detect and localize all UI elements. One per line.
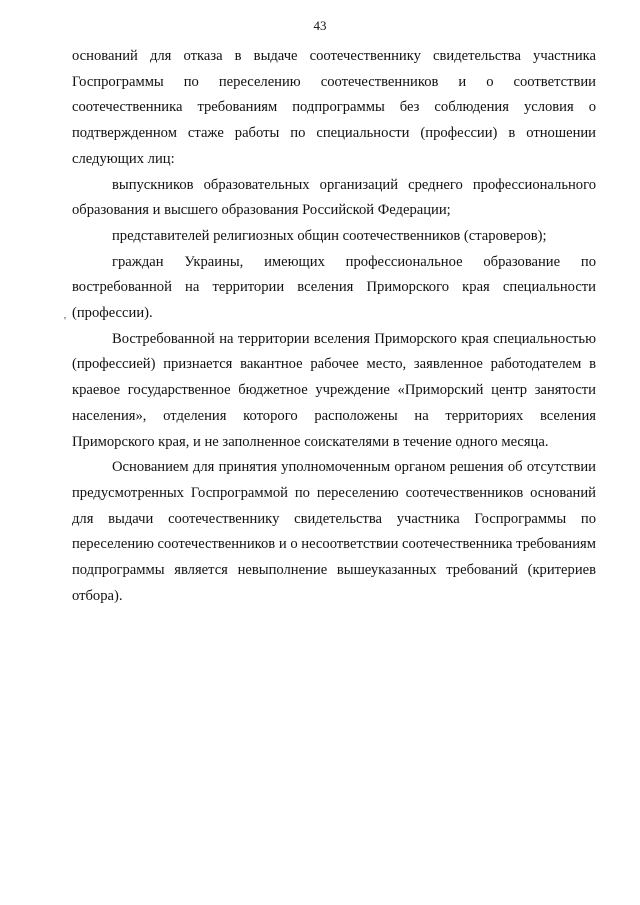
paragraph-intro: оснований для отказа в выдаче соотечественнику свидетельства участника Госпрограммы по переселению соотечественников и о соответствии соотечественника требованиям подпрограммы без соблюдения условия о подтвержденном стаже работы по специальности (профессии) в отношении следующих лиц: bbox=[72, 48, 596, 167]
paragraph-ukraine-citizens: граждан Украины, имеющих профессиональное образование по востребованной на территории вселения Приморского края специальности (профессии). bbox=[72, 253, 596, 322]
document-body bbox=[72, 44, 596, 609]
paragraph-graduates: выпускников образовательных организаций среднего профессионального образования и высшего образования Российской Федерации; bbox=[72, 176, 596, 219]
margin-mark: ' bbox=[64, 315, 66, 327]
paragraph-demanded-specialty: Востребованной на территории вселения Приморского края специальностью (профессией) признается вакантное рабочее место, заявленное работодателем в краевое государственное бюджетное учреждение «Приморский центр занятости населения», отделения которого расположены на территориях вселения Приморского края, и не заполненное соискателями в течение одного месяца. bbox=[72, 330, 596, 450]
paragraph-grounds-for-decision: Основанием для принятия уполномоченным органом решения об отсутствии предусмотренных Госпрограммой по переселению соотечественников оснований для выдачи соотечественнику свидетельства участника Госпрограммы по переселению соотечественников и о несоответствии соотечественника требованиям подпрограммы является невыполнение вышеуказанных требований (критериев отбора). bbox=[72, 459, 596, 604]
page-number: 43 bbox=[313, 18, 327, 33]
paragraph-religious-communities: представителей религиозных общин соотечественников (староверов); bbox=[112, 227, 547, 244]
